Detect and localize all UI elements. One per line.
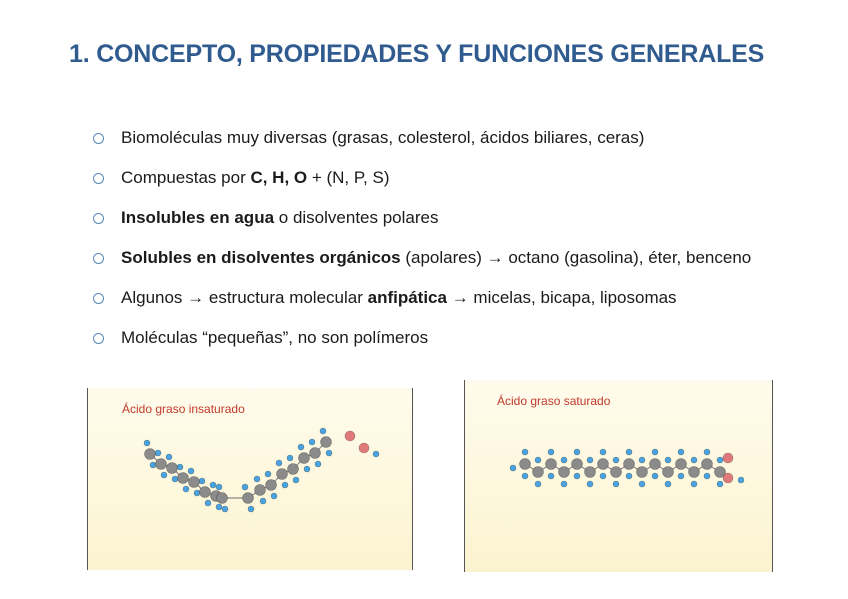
carbon-atom (277, 469, 288, 480)
bullet-item: Moléculas “pequeñas”, no son polímeros (93, 318, 773, 358)
circle-bullet-icon (93, 133, 104, 144)
hydrogen-atom (704, 449, 710, 455)
hydrogen-atom (665, 457, 671, 463)
oxygen-atom (345, 431, 355, 441)
hydrogen-atom (587, 481, 593, 487)
hydrogen-atom (172, 476, 178, 482)
carbon-atom (637, 467, 648, 478)
carbon-atom (255, 485, 266, 496)
hydrogen-atom (574, 449, 580, 455)
hydrogen-atom (276, 460, 282, 466)
carbon-atom (676, 459, 687, 470)
carbon-atom (266, 480, 277, 491)
hydrogen-atom (561, 457, 567, 463)
hydrogen-atom (522, 473, 528, 479)
hydrogen-atom (188, 468, 194, 474)
hydrogen-atom (287, 455, 293, 461)
hydrogen-atom (704, 473, 710, 479)
saturated-molecule-model (465, 380, 772, 572)
hydrogen-atom (242, 484, 248, 490)
carbon-atom (572, 459, 583, 470)
hydrogen-atom (535, 457, 541, 463)
hydrogen-atom (639, 457, 645, 463)
hydrogen-atom (210, 482, 216, 488)
hydrogen-atom (254, 476, 260, 482)
carbon-atom (299, 453, 310, 464)
hydrogen-atom (639, 481, 645, 487)
circle-bullet-icon (93, 253, 104, 264)
bullet-item: Algunos → estructura molecular anfipática → micelas, bicapa, liposomas (93, 278, 773, 318)
hydrogen-atom (600, 473, 606, 479)
circle-bullet-icon (93, 293, 104, 304)
circle-bullet-icon (93, 173, 104, 184)
oxygen-atom (723, 453, 733, 463)
hydrogen-atom (271, 493, 277, 499)
carbon-atom (189, 477, 200, 488)
hydrogen-atom (510, 465, 516, 471)
hydrogen-atom (535, 481, 541, 487)
hydrogen-atom (600, 449, 606, 455)
hydrogen-atom (166, 454, 172, 460)
hydrogen-atom (304, 466, 310, 472)
hydrogen-atom (738, 477, 744, 483)
hydrogen-atom (678, 449, 684, 455)
carbon-atom (546, 459, 557, 470)
hydrogen-atom (216, 504, 222, 510)
hydrogen-atom (691, 457, 697, 463)
oxygen-atom (723, 473, 733, 483)
carbon-atom (217, 493, 228, 504)
hydrogen-atom (691, 481, 697, 487)
circle-bullet-icon (93, 213, 104, 224)
hydrogen-atom (548, 449, 554, 455)
hydrogen-atom (177, 464, 183, 470)
hydrogen-atom (717, 481, 723, 487)
hydrogen-atom (183, 486, 189, 492)
hydrogen-atom (216, 484, 222, 490)
hydrogen-atom (248, 506, 254, 512)
carbon-atom (533, 467, 544, 478)
carbon-atom (689, 467, 700, 478)
circle-bullet-icon (93, 333, 104, 344)
hydrogen-atom (199, 478, 205, 484)
hydrogen-atom (265, 471, 271, 477)
hydrogen-atom (561, 481, 567, 487)
hydrogen-atom (293, 477, 299, 483)
hydrogen-atom (150, 462, 156, 468)
bullet-item: Compuestas por C, H, O + (N, P, S) (93, 158, 773, 198)
hydrogen-atom (626, 449, 632, 455)
hydrogen-atom (205, 500, 211, 506)
hydrogen-atom (626, 473, 632, 479)
hydrogen-atom (309, 439, 315, 445)
hydrogen-atom (155, 450, 161, 456)
hydrogen-atom (548, 473, 554, 479)
hydrogen-atom (652, 449, 658, 455)
carbon-atom (650, 459, 661, 470)
bullet-list (93, 118, 773, 358)
hydrogen-atom (587, 457, 593, 463)
hydrogen-atom (373, 451, 379, 457)
carbon-atom (200, 487, 211, 498)
bullet-item: Solubles en disolventes orgánicos (apolares) → octano (gasolina), éter, benceno (93, 238, 773, 278)
carbon-atom (243, 493, 254, 504)
hydrogen-atom (298, 444, 304, 450)
hydrogen-atom (194, 490, 200, 496)
carbon-atom (559, 467, 570, 478)
saturated-label: Ácido graso saturado (497, 394, 611, 408)
hydrogen-atom (665, 481, 671, 487)
carbon-atom (611, 467, 622, 478)
carbon-atom (598, 459, 609, 470)
bullet-item: Insolubles en agua o disolventes polares (93, 198, 773, 238)
hydrogen-atom (161, 472, 167, 478)
saturated-fatty-acid-figure (464, 380, 773, 572)
carbon-atom (145, 449, 156, 460)
carbon-atom (288, 464, 299, 475)
hydrogen-atom (144, 440, 150, 446)
hydrogen-atom (613, 481, 619, 487)
carbon-atom (663, 467, 674, 478)
hydrogen-atom (652, 473, 658, 479)
hydrogen-atom (717, 457, 723, 463)
carbon-atom (310, 448, 321, 459)
unsaturated-label: Ácido graso insaturado (122, 402, 245, 416)
carbon-atom (624, 459, 635, 470)
hydrogen-atom (574, 473, 580, 479)
unsaturated-fatty-acid-figure (87, 388, 413, 570)
carbon-atom (321, 437, 332, 448)
hydrogen-atom (320, 428, 326, 434)
carbon-atom (702, 459, 713, 470)
bullet-item: Biomoléculas muy diversas (grasas, colesterol, ácidos biliares, ceras) (93, 118, 773, 158)
hydrogen-atom (326, 450, 332, 456)
hydrogen-atom (613, 457, 619, 463)
oxygen-atom (359, 443, 369, 453)
carbon-atom (156, 459, 167, 470)
hydrogen-atom (522, 449, 528, 455)
carbon-atom (167, 463, 178, 474)
hydrogen-atom (678, 473, 684, 479)
hydrogen-atom (282, 482, 288, 488)
carbon-atom (520, 459, 531, 470)
carbon-atom (178, 473, 189, 484)
hydrogen-atom (260, 498, 266, 504)
carbon-atom (585, 467, 596, 478)
slide-title: 1. CONCEPTO, PROPIEDADES Y FUNCIONES GENERALES (69, 40, 765, 68)
hydrogen-atom (315, 461, 321, 467)
hydrogen-atom (222, 506, 228, 512)
